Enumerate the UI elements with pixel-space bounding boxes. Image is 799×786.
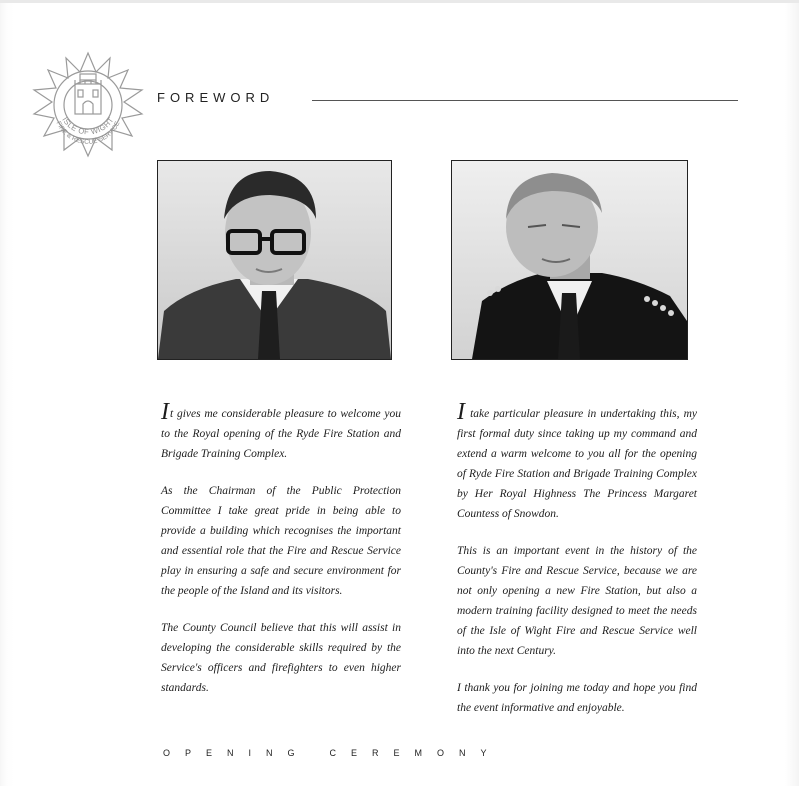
crest-ring-top: ISLE OF WIGHT [60,115,116,137]
chief-paragraph-1 [457,399,697,524]
portrait-chairman [157,160,392,360]
page-title: FOREWORD [157,90,275,105]
chairman-paragraph-2: As the Chairman of the Public Protection Committee I take great pride in being able to provide a building which recognises the important and essential role that the Fire and Rescue Service play in ensuring a safe and secure environment for the people of the Island and its visitors. [161,485,401,597]
chairman-paragraph-1 [161,399,401,464]
fire-rescue-crest-icon [28,50,148,160]
chief-paragraph-2: This is an important event in the history of the County's Fire and Rescue Service, because we are not only opening a new Fire Station, but also a modern training facility designed to meet the needs of the Isle of Wight Fire and Rescue Service well into the next Century. [457,545,697,657]
footer-word-opening: OPENING [163,748,310,758]
dropcap: I [457,399,465,425]
paragraph-text: t gives me considerable pleasure to welcome you to the Royal opening of the Ryde Fire Station and Brigade Training Complex. [161,408,401,460]
portrait-chief-officer [451,160,688,360]
chairman-foreword [161,399,401,715]
title-rule [312,100,738,101]
page-edge [0,0,799,3]
chief-paragraph-3: I thank you for joining me today and hope you find the event informative and enjoyable. [457,682,697,714]
dropcap: I [161,399,169,425]
footer-word-ceremony: CEREMONY [329,748,502,758]
chief-officer-foreword [457,399,697,735]
crest-ring-bottom: FIRE & RESCUE SERVICE [54,120,122,146]
footer-title [163,748,502,758]
paragraph-text: take particular pleasure in undertaking this, my first formal duty since taking up my command and extend a warm welcome to you all for the opening of Ryde Fire Station and Brigade Training Complex by Her Royal Highness The Princess Margaret Countess of Snowdon. [457,408,697,520]
chairman-paragraph-3: The County Council believe that this will assist in developing the considerable skills required by the Service's officers and firefighters to even higher standards. [161,622,401,694]
